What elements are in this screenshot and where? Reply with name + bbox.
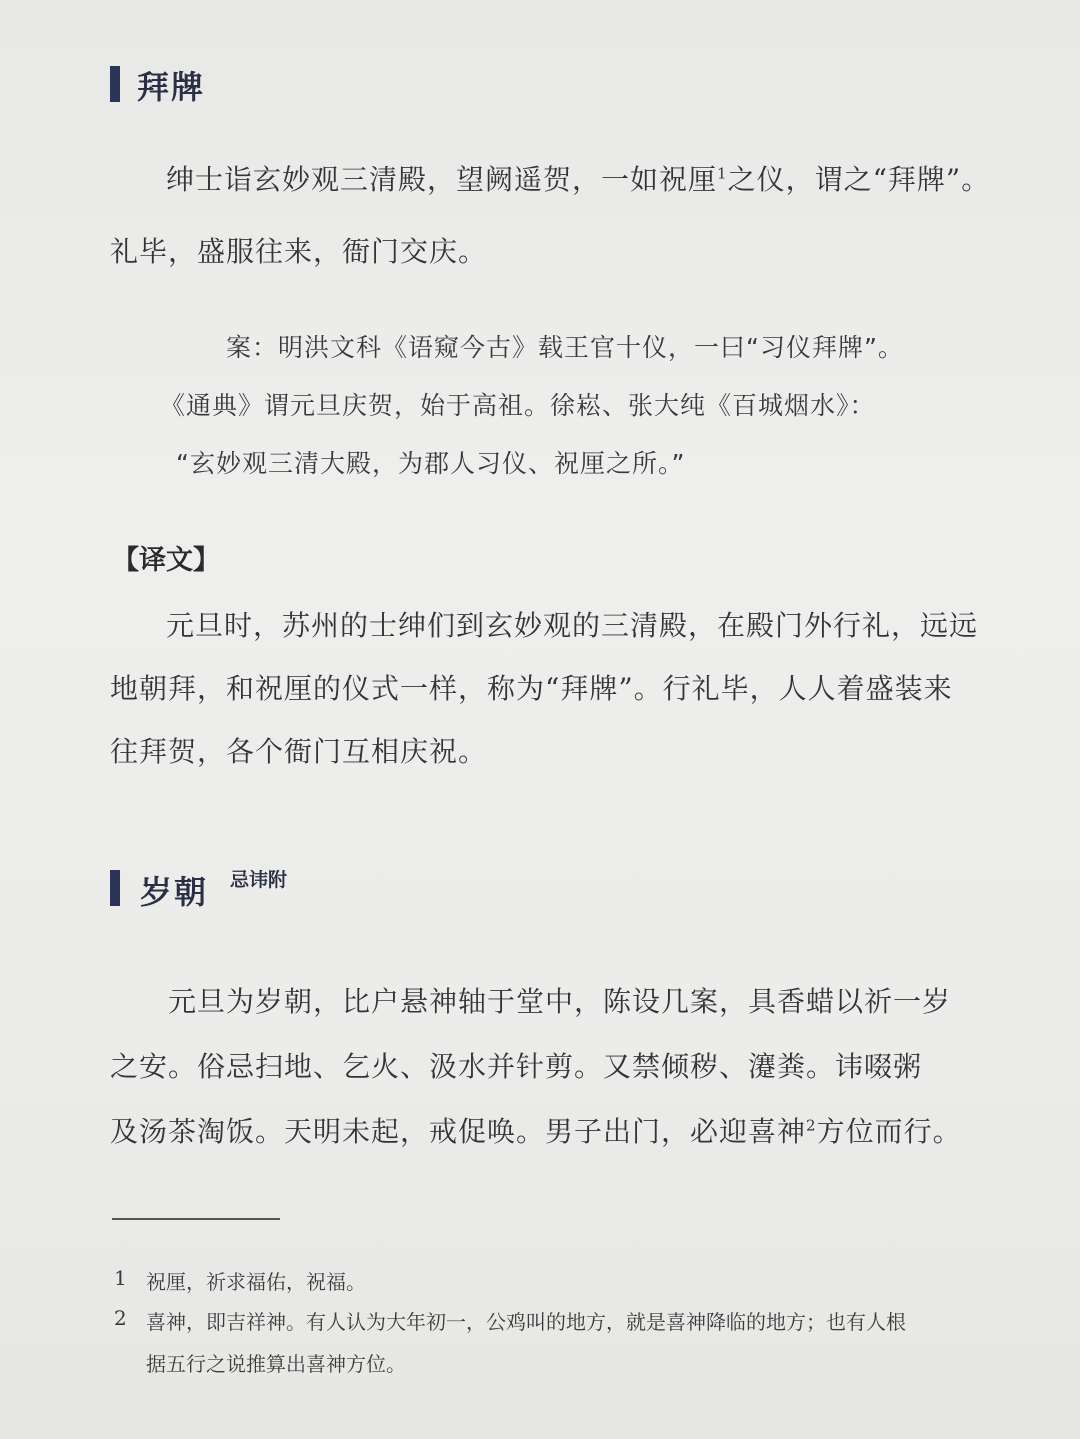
- footnote-divider: [112, 1218, 280, 1220]
- body-line: 绅士诣玄妙观三清殿，望阙遥贺，一如祝厘$^1$之仪，谓之“拜牌”。: [166, 163, 991, 196]
- section-title-baipai: 拜牌: [137, 68, 206, 106]
- body-line: 及汤茶淘饭。天明未起，戒促唤。男子出门，必迎喜神$^2$方位而行。: [110, 1115, 962, 1148]
- footnote-number: 2: [114, 1306, 127, 1330]
- footnote-text: 喜神，即吉祥神。有人认为大年初一，公鸡叫的地方，就是喜神降临的地方；也有人根: [146, 1310, 906, 1334]
- translation-line: 地朝拜，和祝厘的仪式一样，称为“拜牌”。行礼毕，人人着盛装来: [110, 672, 953, 705]
- section-marker-bar: [110, 870, 120, 906]
- body-line: 元旦为岁朝，比户悬神轴于堂中，陈设几案，具香蜡以祈一岁: [168, 985, 952, 1018]
- section-title-suichao: 岁朝: [140, 873, 209, 911]
- body-line: 之安。俗忌扫地、乞火、汲水并针剪。又禁倾秽、瀽粪。讳啜粥: [110, 1050, 923, 1083]
- footnote-ref-2: 2: [806, 1116, 817, 1135]
- body-line: 礼毕，盛服往来，衙门交庆。: [110, 235, 488, 268]
- note-line: 《通典》谓元旦庆贺，始于高祖。徐崧、张大纯《百城烟水》：: [160, 391, 876, 420]
- footnote-text: 祝厘，祈求福佑，祝福。: [146, 1270, 366, 1294]
- footnote-text: 据五行之说推算出喜神方位。: [146, 1352, 406, 1376]
- translation-line: 往拜贺，各个衙门互相庆祝。: [110, 735, 488, 768]
- footnote-number: 1: [114, 1266, 127, 1290]
- translation-line: 元旦时，苏州的士绅们到玄妙观的三清殿，在殿门外行礼，远远: [166, 609, 979, 642]
- note-line: “玄妙观三清大殿，为郡人习仪、祝厘之所。”: [176, 449, 686, 478]
- section-subtitle: 忌讳附: [230, 869, 288, 891]
- footnote-ref-1: 1: [717, 164, 728, 183]
- section-marker-bar: [110, 66, 120, 102]
- translation-heading: 【译文】: [112, 545, 220, 576]
- note-line: 案：明洪文科《语窥今古》载王官十仪，一曰“习仪拜牌”。: [226, 333, 904, 362]
